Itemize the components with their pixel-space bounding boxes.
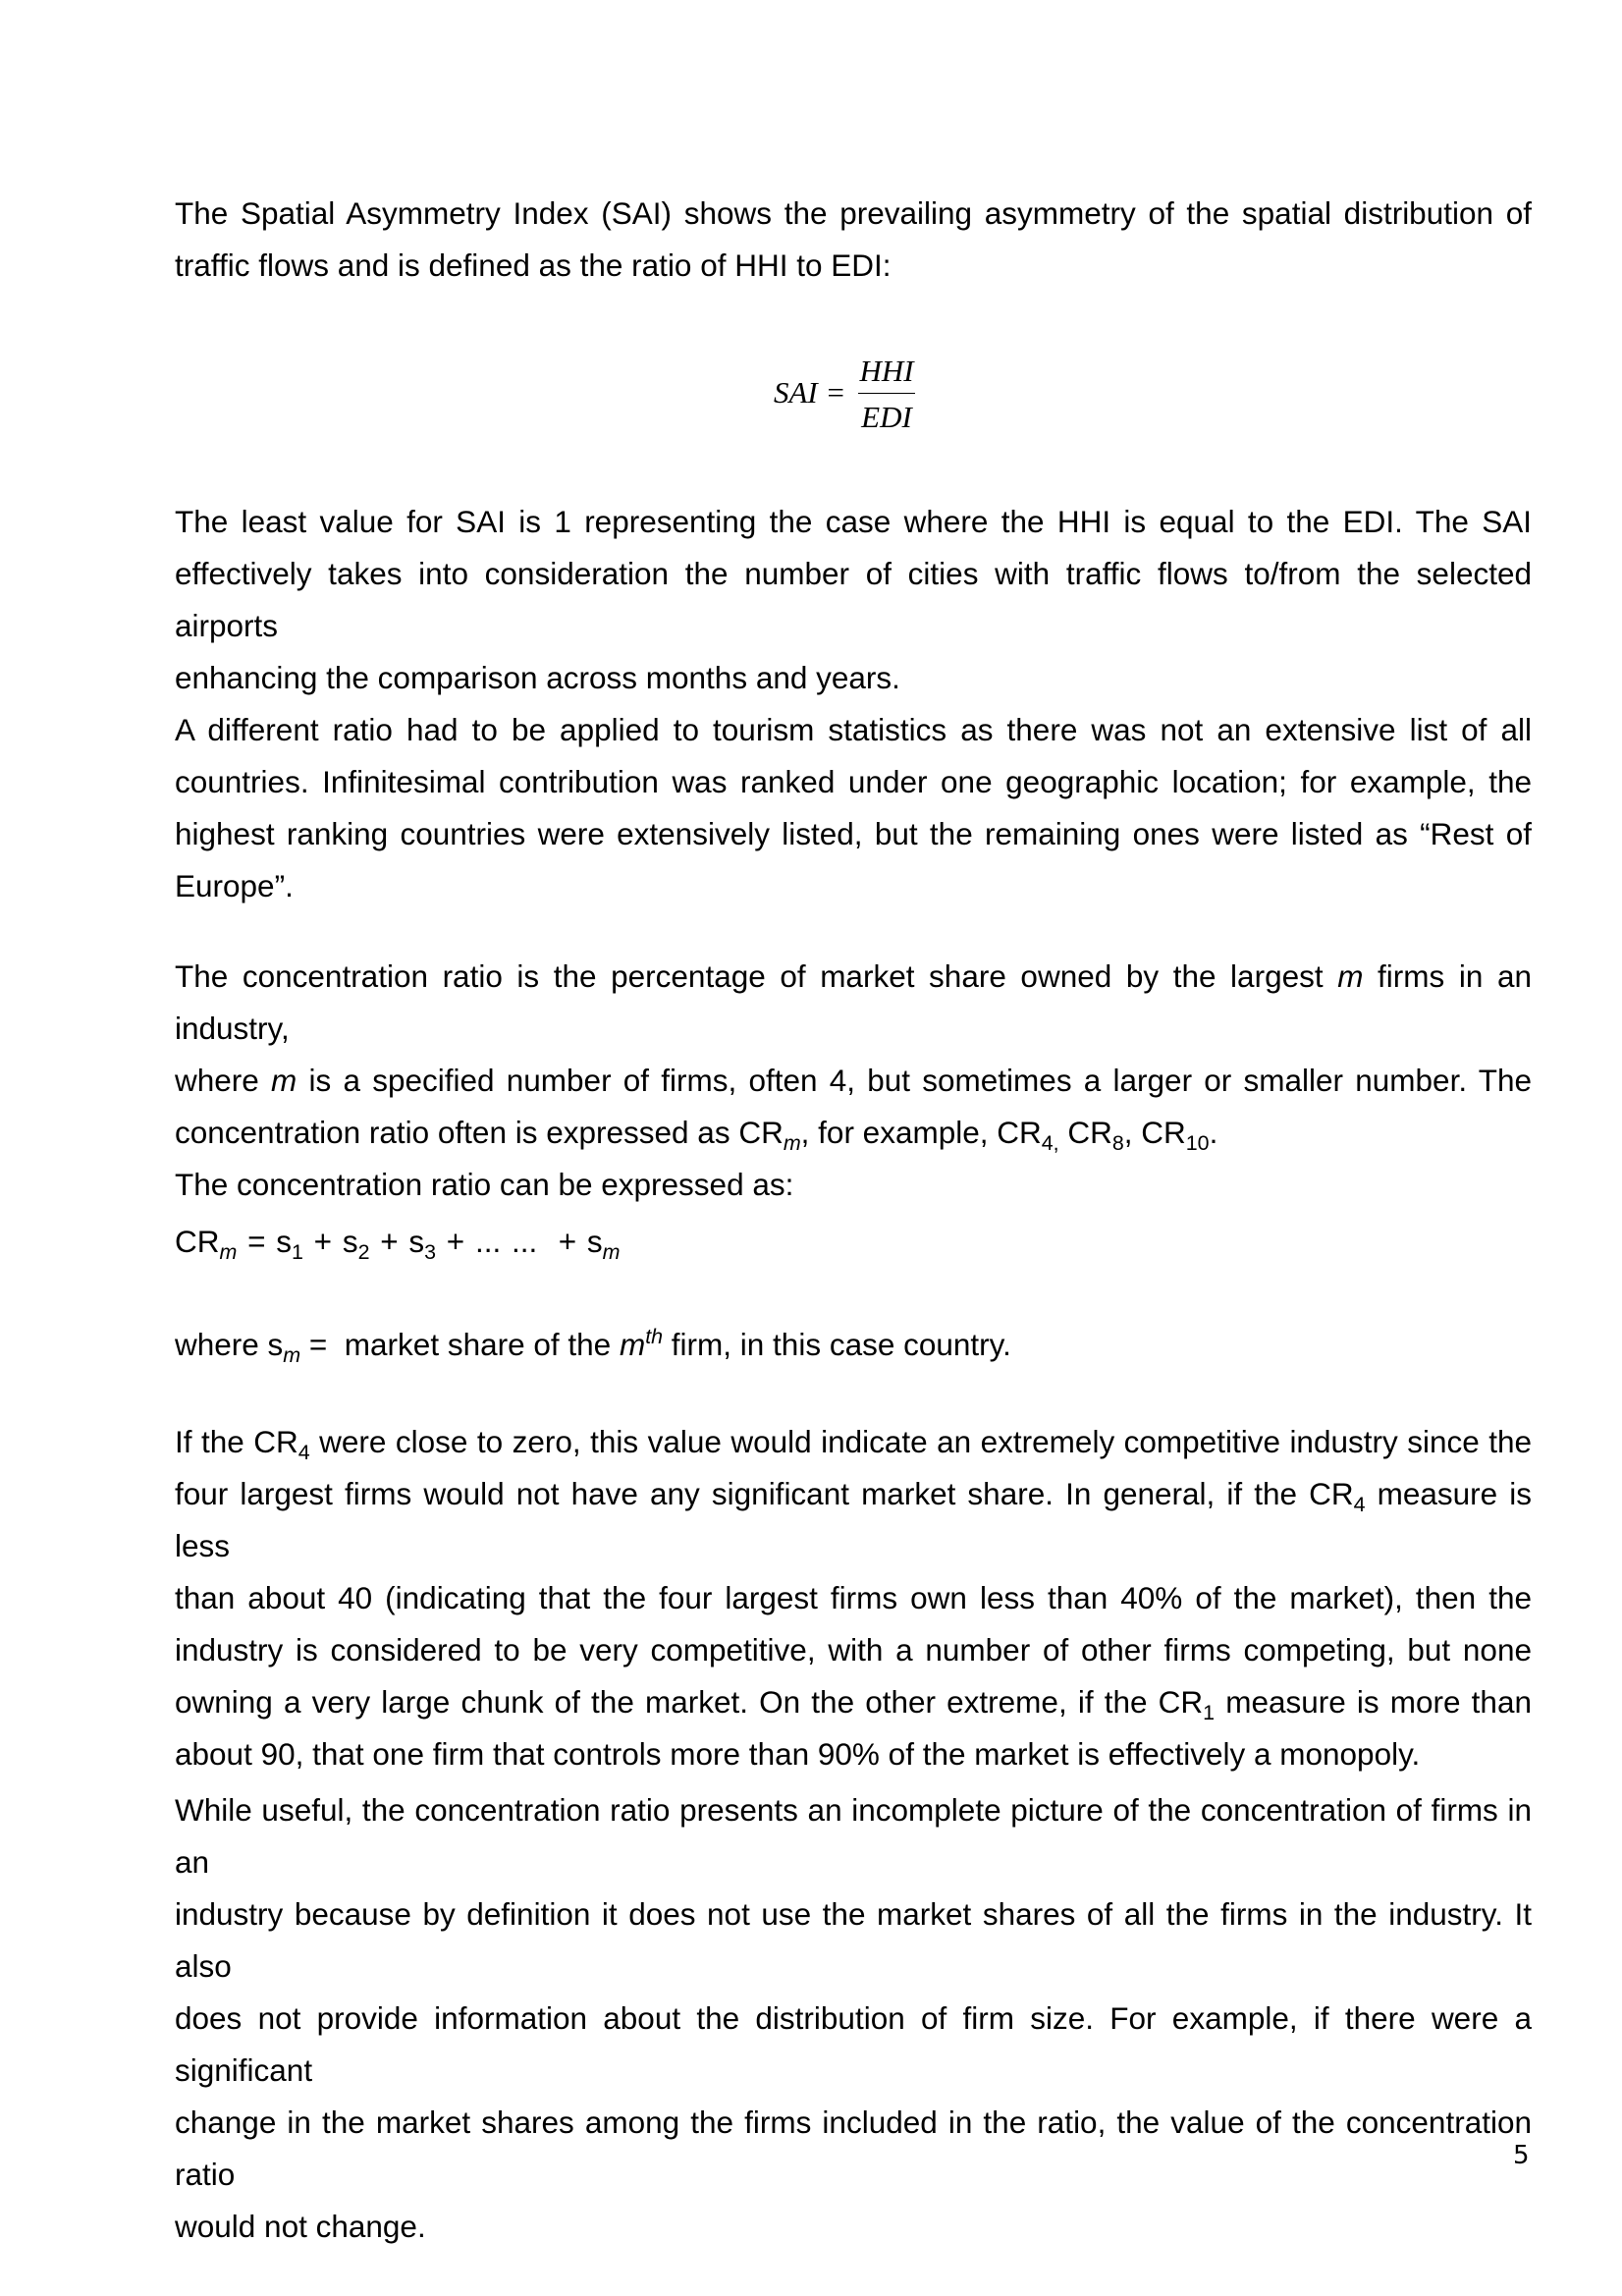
plus-sign: + — [436, 1224, 475, 1259]
text-fragment: is a specified number of firms, often 4, but sometimes a larger or smaller number. The — [297, 1063, 1533, 1098]
text-line: The concentration ratio can be expressed as: — [175, 1167, 794, 1202]
sai-numerator: HHI — [859, 354, 914, 388]
subscript-2: 2 — [357, 1239, 370, 1264]
subscript-m: m — [783, 1130, 801, 1155]
paragraph-tourism-ratio — [175, 704, 1532, 912]
text-fragment: firms in an industry, — [175, 958, 1532, 1046]
text-fragment: CR — [1058, 1115, 1112, 1150]
subscript-4: 4 — [1353, 1492, 1366, 1516]
text-fragment: measure is less — [175, 1476, 1533, 1563]
paragraph-concentration-ratio — [175, 951, 1532, 1211]
text-fragment: , for example, CR — [800, 1115, 1042, 1150]
text-line: would not change. — [175, 2209, 426, 2244]
ellipsis: ... ... — [474, 1224, 548, 1259]
text-fragment: where — [175, 1063, 272, 1098]
text-line: traffic flows and is defined as the ratio of HHI to EDI: — [175, 247, 892, 283]
subscript-m: m — [219, 1239, 238, 1264]
subscript-8: 8 — [1111, 1130, 1124, 1155]
text-line: Europe”. — [175, 868, 294, 903]
text-line: highest ranking countries were extensively listed, but the remaining ones were listed as “Rest of — [175, 816, 1532, 851]
share-symbol: s — [276, 1224, 292, 1259]
text-fragment: concentration ratio often is expressed as CR — [175, 1115, 784, 1150]
equals-sign: = — [237, 1224, 277, 1259]
text-line: While useful, the concentration ratio presents an incomplete picture of the concentration of firms in an — [175, 1792, 1532, 1880]
text-line — [175, 1416, 1532, 1468]
where-definition — [175, 1319, 1011, 1371]
share-symbol: s — [342, 1224, 358, 1259]
paragraph-cr-limitations — [175, 1784, 1532, 2253]
text-fragment: were close to zero, this value would indicate an extremely competitive industry since the — [309, 1424, 1532, 1459]
subscript-1: 1 — [1203, 1700, 1216, 1724]
plus-sign: + — [369, 1224, 409, 1259]
sai-denominator: EDI — [861, 400, 912, 434]
text-line: industry because by definition it does not use the market shares of all the firms in the industry. It also — [175, 1896, 1532, 1984]
text-line — [175, 1676, 1532, 1728]
subscript-1: 1 — [292, 1239, 303, 1264]
text-line: The least value for SAI is 1 representing the case where the HHI is equal to the EDI. The SAI — [175, 504, 1532, 539]
text-line: does not provide information about the distribution of firm size. For example, if there were a significant — [175, 2000, 1532, 2088]
subscript-m: m — [602, 1239, 621, 1264]
text-fragment: four largest firms would not have any significant market share. In general, if the CR — [175, 1476, 1354, 1511]
text-line: about 90, that one firm that controls more than 90% of the market is effectively a monopoly. — [175, 1736, 1421, 1772]
text-fragment: owning a very large chunk of the market. On the other extreme, if the CR — [175, 1684, 1204, 1720]
variable-m: m — [271, 1063, 297, 1098]
variable-m: m — [619, 1327, 646, 1362]
text-line — [175, 1468, 1532, 1572]
text-line — [175, 1055, 1532, 1107]
text-fragment: market share of the — [336, 1327, 620, 1362]
sai-fraction — [858, 354, 915, 435]
paragraph-sai-definition — [175, 188, 1532, 292]
text-fragment: firm, in this case country. — [663, 1327, 1011, 1362]
cr-symbol: CR — [175, 1224, 220, 1259]
subscript-3: 3 — [424, 1239, 437, 1264]
paragraph-sai-least-value — [175, 496, 1532, 704]
subscript-10: 10 — [1185, 1130, 1210, 1155]
text-line: industry is considered to be very competitive, with a number of other firms competing, but none — [175, 1632, 1532, 1667]
share-symbol: s — [586, 1224, 603, 1259]
fraction-bar — [858, 393, 915, 394]
text-line — [175, 951, 1532, 1055]
plus-sign: + — [547, 1224, 587, 1259]
subscript-m: m — [283, 1342, 301, 1367]
text-line: effectively takes into consideration the number of cities with traffic flows to/from the selected airports — [175, 556, 1532, 643]
text-fragment: If the CR — [175, 1424, 298, 1459]
page-number: 5 — [1513, 2141, 1530, 2170]
text-line: change in the market shares among the firms included in the ratio, the value of the concentration ratio — [175, 2105, 1532, 2192]
cr-formula — [175, 1216, 620, 1268]
plus-sign: + — [302, 1224, 343, 1259]
text-line: A different ratio had to be applied to tourism statistics as there was not an extensive list of all — [175, 712, 1532, 747]
text-line: enhancing the comparison across months and years. — [175, 660, 900, 695]
text-line: The Spatial Asymmetry Index (SAI) shows the prevailing asymmetry of the spatial distribution of — [175, 195, 1532, 231]
paragraph-cr-interpretation — [175, 1416, 1532, 1780]
superscript-th: th — [645, 1325, 664, 1349]
text-fragment: , CR — [1123, 1115, 1186, 1150]
sai-formula — [774, 346, 931, 444]
sai-formula-lhs: SAI = — [774, 375, 846, 410]
subscript-4: 4, — [1041, 1130, 1059, 1155]
subscript-4: 4 — [297, 1440, 310, 1464]
text-line: than about 40 (indicating that the four largest firms own less than 40% of the market), then the — [175, 1580, 1532, 1615]
text-fragment: measure is more than — [1215, 1684, 1532, 1720]
variable-m: m — [1337, 958, 1364, 994]
text-fragment: . — [1209, 1115, 1218, 1150]
share-symbol: s — [408, 1224, 425, 1259]
text-line — [175, 1107, 1532, 1159]
text-fragment: where s — [175, 1327, 284, 1362]
text-fragment: The concentration ratio is the percentage of market share owned by the largest — [175, 958, 1338, 994]
text-line: countries. Infinitesimal contribution was ranked under one geographic location; for example, the — [175, 764, 1532, 799]
equals-sign: = — [300, 1327, 337, 1362]
